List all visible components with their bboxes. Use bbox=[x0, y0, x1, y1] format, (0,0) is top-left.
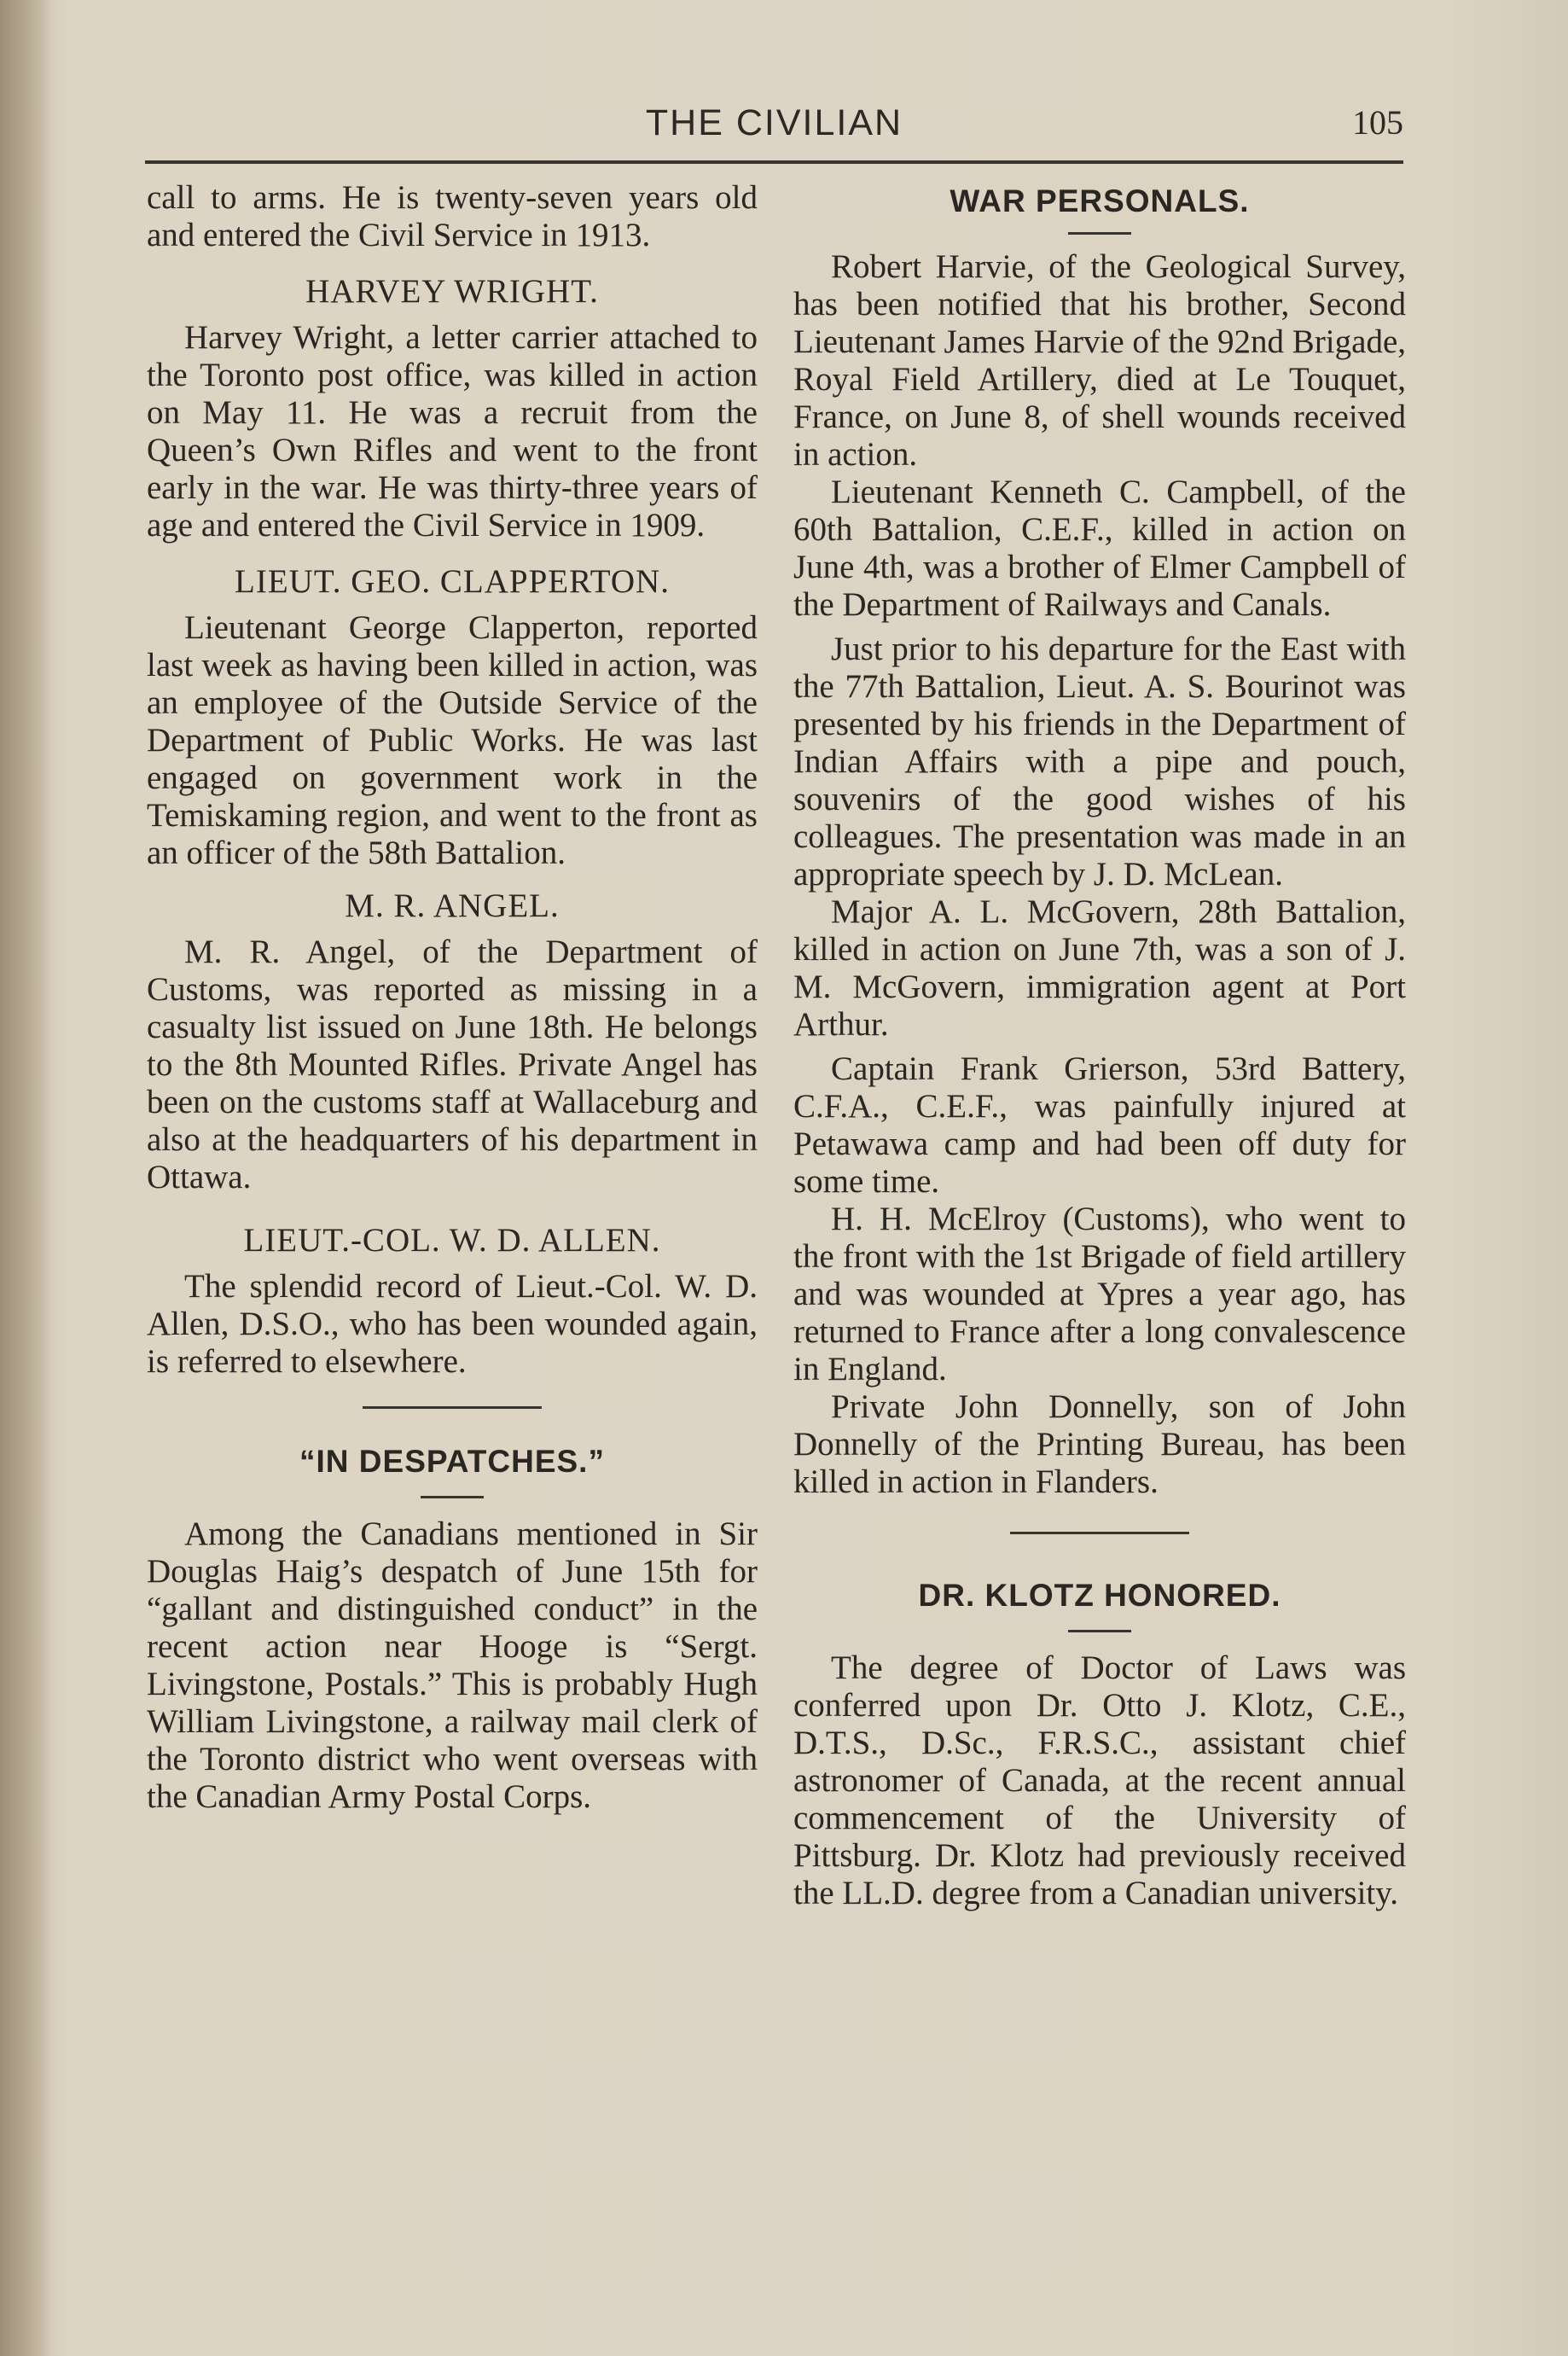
article-clapperton: Lieutenant George Clapperton, reported last week as having been killed in action, was an employee of the Outside Service of the Department of Public Works. He was last engaged on government work in the Temiskaming region, and went to the front as an officer of the 58th Battalion. bbox=[147, 609, 758, 871]
personal-grierson: Captain Frank Grierson, 53rd Battery, C.F.A., C.E.F., was painfully injured at Petawawa camp and had been off duty for some time. bbox=[793, 1050, 1406, 1200]
article-allen: The splendid record of Lieut.-Col. W. D. Allen, D.S.O., who has been wounded again, is referred to elsewhere. bbox=[147, 1268, 758, 1380]
heading-war-personals: WAR PERSONALS. bbox=[950, 183, 1250, 218]
heading-underline bbox=[1068, 232, 1131, 235]
section-divider bbox=[1010, 1532, 1189, 1534]
heading-angel: M. R. ANGEL. bbox=[345, 887, 560, 924]
article-angel: M. R. Angel, of the Department of Customs, was reported as missing in a casualty list issued on June 18th. He belongs to the 8th Mounted Rifles. Private Angel has been on the customs staff at Wallaceburg and also at the headquarters of his department in Ottawa. bbox=[147, 934, 758, 1195]
personal-harvie: Robert Harvie, of the Geological Survey, has been notified that his brother, Second Lieutenant James Harvie of the 92nd Brigade, Royal Field Artillery, died at Le Touquet, France, on June 8, of shell wounds received in action. bbox=[793, 248, 1407, 473]
heading-underline bbox=[421, 1496, 484, 1498]
heading-underline bbox=[1068, 1630, 1131, 1632]
continued-paragraph: call to arms. He is twenty-seven years old and entered the Civil Service in 1913. bbox=[147, 179, 758, 253]
article-klotz-honored: The degree of Doctor of Laws was conferred upon Dr. Otto J. Klotz, C.E., D.T.S., D.Sc., F.R.S.C., assistant chief astronomer of Canada, at the recent annual commencement of the University of Pittsburg. Dr. Klotz had previously received the LL.D. degree from a Canadian university. bbox=[793, 1649, 1406, 1911]
running-header bbox=[145, 92, 1403, 160]
personal-donnelly: Private John Donnelly, son of John Donnelly of the Printing Bureau, has been killed in action in Flanders. bbox=[793, 1388, 1406, 1500]
header-rule bbox=[145, 160, 1403, 164]
article-harvey-wright: Harvey Wright, a letter carrier attached to the Toronto post office, was killed in action on May 11. He was a recruit from the Queen’s Own Rifles and went to the front early in the war. He was thirty-three years of age and entered the Civil Service in 1909. bbox=[147, 319, 758, 544]
heading-clapperton: LIEUT. GEO. CLAPPERTON. bbox=[235, 563, 670, 600]
publication-title: THE CIVILIAN bbox=[645, 102, 903, 143]
left-column bbox=[147, 179, 758, 1816]
heading-in-despatches: “IN DESPATCHES.” bbox=[299, 1444, 605, 1479]
section-divider bbox=[363, 1406, 542, 1409]
personal-mcelroy: H. H. McElroy (Customs), who went to the front with the 1st Brigade of field artillery and was wounded at Ypres a year ago, has returned to France after a long convalescence in England. bbox=[793, 1201, 1406, 1387]
personal-mcgovern: Major A. L. McGovern, 28th Battalion, killed in action on June 7th, was a son of J. M. McGovern, immigration agent at Port Arthur. bbox=[793, 893, 1406, 1043]
heading-harvey-wright: HARVEY WRIGHT. bbox=[305, 273, 599, 310]
page-spine-shadow bbox=[0, 0, 51, 2356]
personal-bourinot: Just prior to his departure for the East with the 77th Battalion, Lieut. A. S. Bourinot was presented by his friends in the Department of Indian Affairs with a pipe and pouch, souvenirs of the good wishes of his colleagues. The presentation was made in an appropriate speech by J. D. McLean. bbox=[793, 631, 1406, 893]
right-column bbox=[793, 179, 1406, 1912]
personal-campbell: Lieutenant Kenneth C. Campbell, of the 60th Battalion, C.E.F., killed in action on June 4th, was a brother of Elmer Campbell of the Department of Railways and Canals. bbox=[793, 474, 1406, 623]
heading-allen: LIEUT.-COL. W. D. ALLEN. bbox=[243, 1222, 661, 1259]
article-in-despatches: Among the Canadians mentioned in Sir Douglas Haig’s despatch of June 15th for “gallant and distinguished conduct” in the recent action near Hooge is “Sergt. Livingstone, Postals.” This is probably Hugh William Livingstone, a railway mail clerk of the Toronto district who went overseas with the Canadian Army Postal Corps. bbox=[147, 1515, 758, 1815]
heading-klotz-honored: DR. KLOTZ HONORED. bbox=[918, 1578, 1281, 1613]
page-number: 105 bbox=[1352, 103, 1403, 142]
